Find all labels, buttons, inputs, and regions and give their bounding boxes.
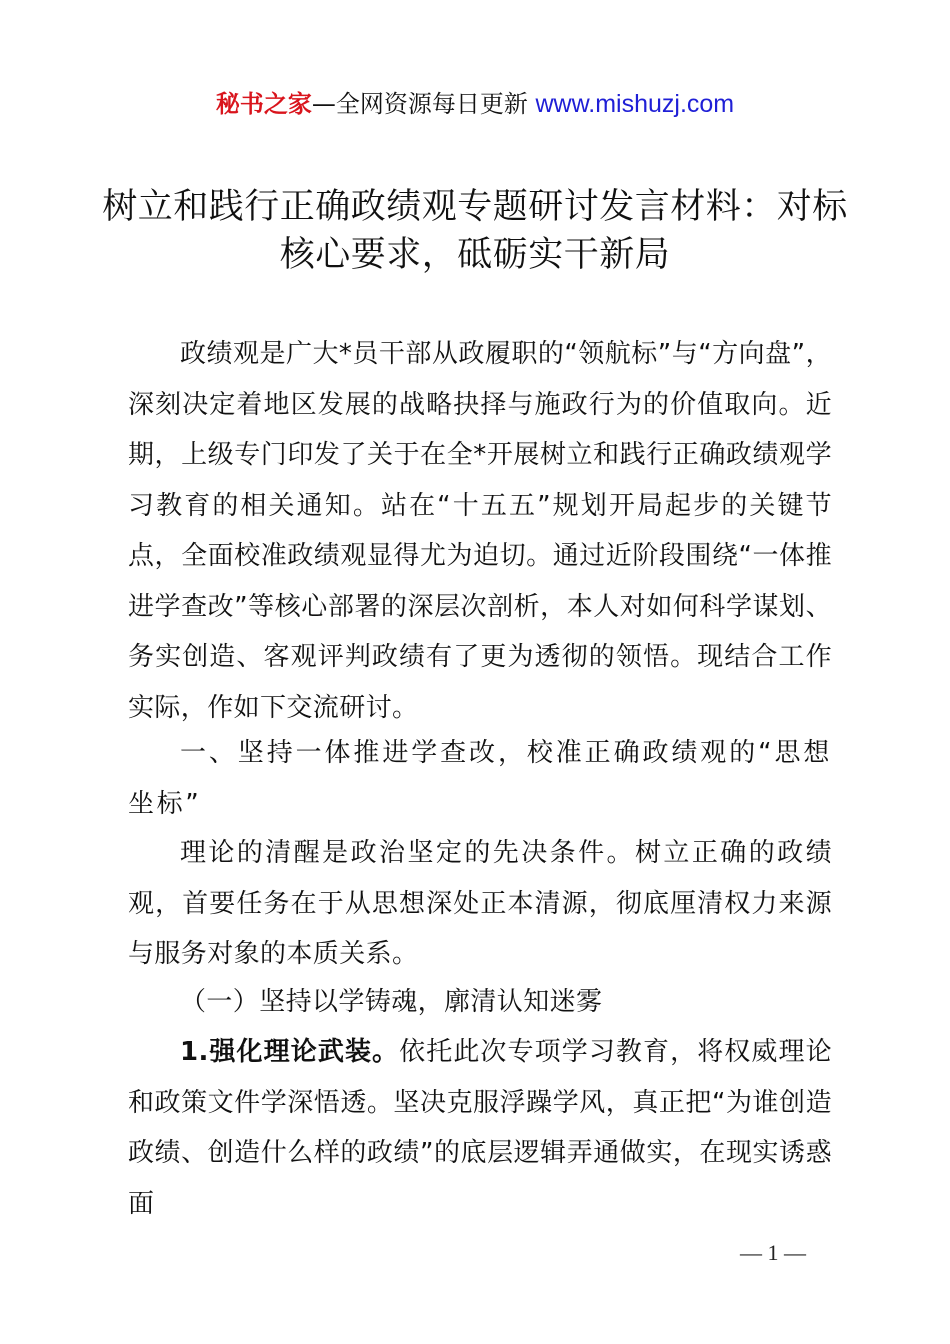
page-number: — 1 — xyxy=(740,1240,806,1265)
subsection-heading-1: （一）坚持以学铸魂，廓清认知迷雾 xyxy=(180,987,603,1017)
item-1-body: 依托此次专项学习教育，将权威理论和政策文件学深悟透。坚决克服浮躁学风，真正把“为谁创造政绩、创造什么样的政绩”的底层逻辑弄通做实，在现实诱惑面 xyxy=(128,1037,832,1219)
intro-paragraph: 政绩观是广大*员干部从政履职的“领航标”与“方向盘”，深刻决定着地区发展的战略抉择与施政行为的价值取向。近期，上级专门印发了关于在全*开展树立和践行正确政绩观学习教育的相关通知。站在“十五五”规划开局起步的关键节点，全面校准政绩观显得尤为迫切。通过近阶段围绕“一体推进学查改”等核心部署的深层次剖析，本人对如何科学谋划、务实创造、客观评判政绩有了更为透彻的领悟。现结合工作实际，作如下交流研讨。 xyxy=(128,339,832,723)
document-title: 树立和践行正确政绩观专题研讨发言材料：对标核心要求，砥砺实干新局 xyxy=(102,187,848,275)
site-banner xyxy=(0,86,950,122)
section-heading-1: 一、坚持一体推进学查改，校准正确政绩观的“思想坐标” xyxy=(128,738,832,819)
item-1-lead: 1.强化理论武装。 xyxy=(180,1037,400,1067)
item-1-paragraph xyxy=(128,1027,832,1229)
section1-paragraph: 理论的清醒是政治坚定的先决条件。树立正确的政绩观，首要任务在于从思想深处正本清源，彻底厘清权力来源与服务对象的本质关系。 xyxy=(128,838,832,969)
banner-tagline: —全网资源每日更新 xyxy=(311,90,536,118)
brand-name: 秘书之家 xyxy=(215,90,312,118)
site-url[interactable]: www.mishuzj.com xyxy=(535,90,735,118)
